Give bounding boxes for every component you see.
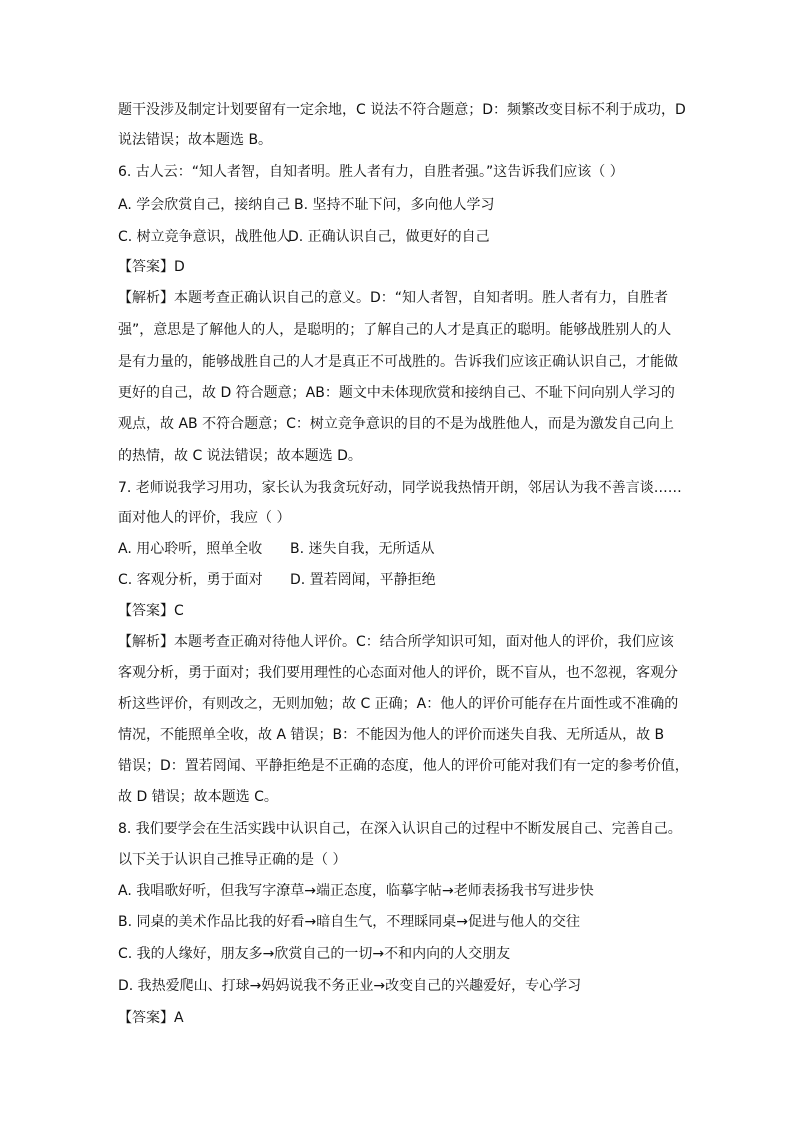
- question-8-stem-line-2: 以下关于认识自己推导正确的是（ ）: [118, 852, 347, 868]
- prev-explanation-line-1: 题干没涉及制定计划要留有一定余地，C 说法不符合题意；D：频繁改变目标不利于成功，D: [118, 102, 686, 118]
- question-6-explanation-line: 的热情，故 C 说法错误；故本题选 D。: [118, 448, 362, 464]
- question-6-explanation-line: 【解析】本题考查正确认识自己的意义。D：“知人者智，自知者明。胜人者有力，自胜者: [118, 290, 669, 306]
- question-7-explanation-line: 故 D 错误；故本题选 C。: [118, 789, 278, 805]
- question-6-option-b: B. 坚持不耻下问，多向他人学习: [294, 197, 495, 213]
- question-7-option-b: B. 迷失自我，无所适从: [290, 541, 435, 557]
- question-8-option-a: A. 我唱歌好听，但我写字潦草→端正态度，临摹字帖→老师表扬我书写进步快: [118, 883, 594, 899]
- question-7-options-row-2: [118, 570, 436, 590]
- question-7-explanation-line: 情况，不能照单全收，故 A 错误；B：不能因为他人的评价而迷失自我、无所适从，故 B: [118, 727, 665, 743]
- question-6-options-row-1: [118, 195, 495, 215]
- question-6-option-a: A. 学会欣赏自己，接纳自己: [118, 197, 291, 213]
- question-7-option-c: C. 客观分析，勇于面对: [118, 572, 263, 588]
- question-7-answer: 【答案】C: [118, 603, 184, 619]
- question-8-option-b: B. 同桌的美术作品比我的好看→暗自生气，不理睬同桌→促进与他人的交往: [118, 914, 580, 930]
- question-7-explanation-line: 错误；D：置若罔闻、平静拒绝是不正确的态度，他人的评价可能对我们有一定的参考价值，: [118, 758, 689, 774]
- question-7-stem-line-1: 7. 老师说我学习用功，家长认为我贪玩好动，同学说我热情开朗，邻居认为我不善言谈……: [118, 480, 682, 496]
- question-6-stem: 6. 古人云：“知人者智，自知者明。胜人者有力，自胜者强。”这告诉我们应该（ ）: [118, 164, 624, 180]
- question-6-explanation-line: 是有力量的，能够战胜自己的人才是真正不可战胜的。告诉我们应该正确认识自己，才能做: [118, 354, 678, 370]
- question-6-option-d: D. 正确认识自己，做更好的自己: [288, 229, 490, 245]
- question-6-explanation-line: 更好的自己，故 D 符合题意；AB：题文中未体现欣赏和接纳自己、不耻下问向别人学习的: [118, 385, 675, 401]
- question-7-option-a: A. 用心聆听，照单全收: [118, 541, 263, 557]
- question-7-options-row-1: [118, 539, 435, 559]
- question-7-explanation-line: 析这些评价，有则改之，无则加勉；故 C 正确；A：他人的评价可能存在片面性或不准确的: [118, 696, 679, 712]
- question-6-explanation-line: 强”，意思是了解他人的人，是聪明的；了解自己的人才是真正的聪明。能够战胜别人的人: [118, 322, 672, 338]
- question-8-stem-line-1: 8. 我们要学会在生活实践中认识自己，在深入认识自己的过程中不断发展自己、完善自己。: [118, 821, 682, 837]
- question-6-explanation-line: 观点，故 AB 不符合题意；C：树立竞争意识的目的不是为战胜他人，而是为激发自己向上: [118, 416, 674, 432]
- prev-explanation-line-2: 说法错误；故本题选 B。: [118, 132, 273, 148]
- question-7-explanation-line: 【解析】本题考查正确对待他人评价。C：结合所学知识可知，面对他人的评价，我们应该: [118, 634, 674, 650]
- question-8-option-c: C. 我的人缘好，朋友多→欣赏自己的一切→不和内向的人交朋友: [118, 946, 511, 962]
- question-6-option-c: C. 树立竞争意识，战胜他人: [118, 229, 291, 245]
- question-7-stem-line-2: 面对他人的评价，我应（ ）: [118, 510, 291, 526]
- question-7-explanation-line: 客观分析，勇于面对；我们要用理性的心态面对他人的评价，既不盲从，也不忽视，客观分: [118, 665, 678, 681]
- question-8-option-d: D. 我热爱爬山、打球→妈妈说我不务正业→改变自己的兴趣爱好，专心学习: [118, 978, 582, 994]
- question-6-options-row-2: [118, 227, 490, 247]
- question-7-option-d: D. 置若罔闻，平静拒绝: [290, 572, 436, 588]
- question-6-answer: 【答案】D: [118, 259, 185, 275]
- question-8-answer: 【答案】A: [118, 1010, 184, 1026]
